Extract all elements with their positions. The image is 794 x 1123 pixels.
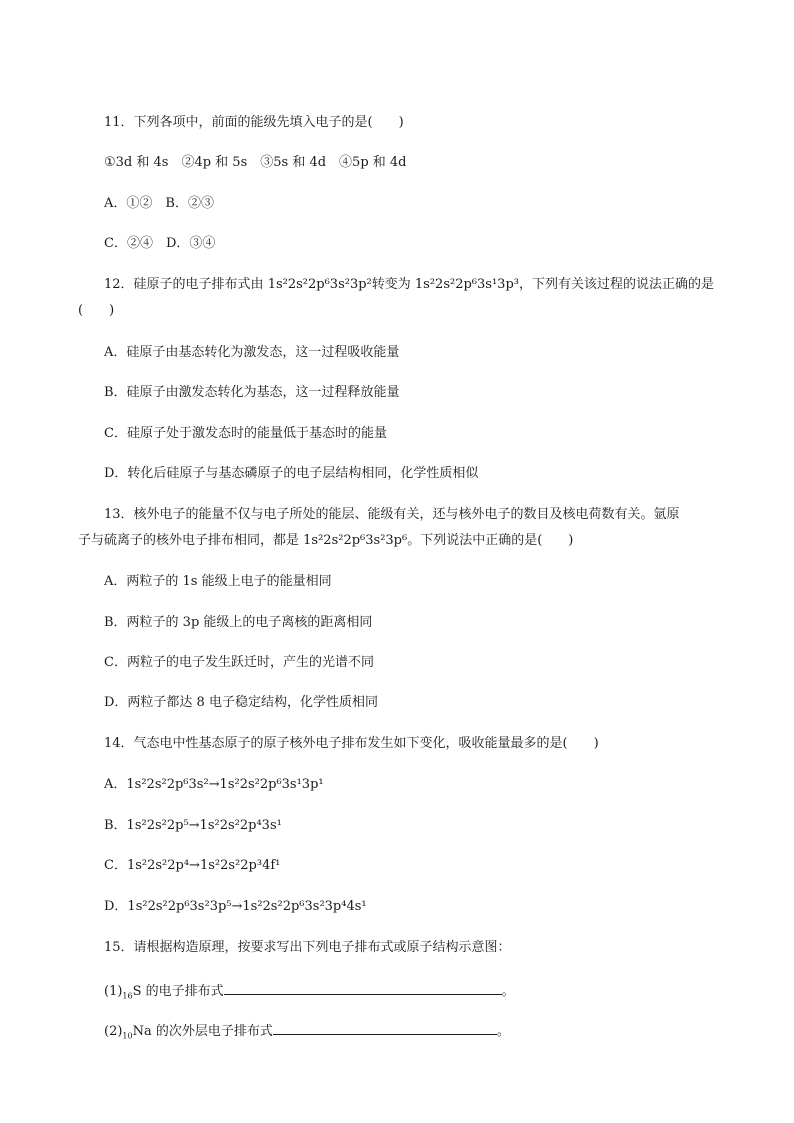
q14-stem: 14．气态电中性基态原子的原子核外电子排布发生如下变化，吸收能量最多的是( ) xyxy=(104,736,599,751)
q12-stem-mid: 转变为 xyxy=(371,277,415,292)
q14-option-d: D．1s²2s²2p⁶3s²3p⁵→1s²2s²2p⁶3s²3p⁴4s¹ xyxy=(104,899,367,914)
q13-stem-line2 xyxy=(78,532,573,550)
q12-config-to: 1s²2s²2p⁶3s¹3p³ xyxy=(414,277,519,292)
q15-p2-prefix: (2) xyxy=(104,1024,123,1039)
q14-option-c: C．1s²2s²2p⁴→1s²2s²2p³4f¹ xyxy=(104,858,281,873)
q12-option-a: A．硅原子由基态转化为激发态，这一过程吸收能量 xyxy=(104,345,400,360)
q11-items: ①3d 和 4s ②4p 和 5s ③5s 和 4d ④5p 和 4d xyxy=(104,155,407,170)
q12-option-d: D．转化后硅原子与基态磷原子的电子层结构相同，化学性质相似 xyxy=(104,466,479,481)
q15-p1-answer-blank[interactable] xyxy=(224,980,502,995)
q13-config: 1s²2s²2p⁶3s²3p⁶ xyxy=(303,533,408,548)
q13-option-b: B．两粒子的 3p 能级上的电子离核的距离相同 xyxy=(104,615,373,630)
q13-option-c: C．两粒子的电子发生跃迁时，产生的光谱不同 xyxy=(104,655,374,670)
q15-p1-text: 的电子排布式 xyxy=(141,984,224,999)
q15-stem: 15．请根据构造原理，按要求写出下列电子排布式或原子结构示意图： xyxy=(104,940,511,955)
q15-p1-atomic-number: 16 xyxy=(122,991,133,1001)
q12-stem-continuation: ( ) xyxy=(78,303,115,318)
q13-option-a: A．两粒子的 1s 能级上电子的能量相同 xyxy=(104,574,332,589)
q12-option-c: C．硅原子处于激发态时的能量低于基态时的能量 xyxy=(104,426,387,441)
q13-stem2-suffix: 。下列说法中正确的是( ) xyxy=(407,533,574,548)
q15-p2-answer-blank[interactable] xyxy=(273,1020,497,1035)
q12-stem-suffix: ，下列有关该过程的说法正确的是 xyxy=(518,277,714,292)
q15-p2-text: 的次外层电子排布式 xyxy=(151,1024,273,1039)
q15-part2 xyxy=(104,1020,510,1041)
q15-p2-element: Na xyxy=(132,1024,152,1039)
q15-p1-prefix: (1) xyxy=(104,984,123,999)
q15-p1-element: S xyxy=(132,984,142,999)
q13-stem-line1: 13．核外电子的能量不仅与电子所处的能层、能级有关，还与核外电子的数目及核电荷数有关。氩原 xyxy=(104,507,680,522)
q13-option-d: D．两粒子都达 8 电子稳定结构，化学性质相同 xyxy=(104,695,378,710)
q11-option-c-d: C．②④ D．③④ xyxy=(104,236,216,251)
q12-stem-prefix: 12．硅原子的电子排布式由 xyxy=(104,277,268,292)
q15-part1 xyxy=(104,980,515,1001)
q15-p1-end: 。 xyxy=(501,984,515,999)
q12-stem xyxy=(104,276,714,294)
q14-option-b: B．1s²2s²2p⁵→1s²2s²2p⁴3s¹ xyxy=(104,818,282,833)
q13-stem2-prefix: 子与硫离子的核外电子排布相同，都是 xyxy=(78,533,304,548)
q11-option-a-b: A．①② B．②③ xyxy=(104,196,214,211)
q15-p2-end: 。 xyxy=(496,1024,510,1039)
q12-config-from: 1s²2s²2p⁶3s²3p² xyxy=(267,277,372,292)
q12-option-b: B．硅原子由激发态转化为基态，这一过程释放能量 xyxy=(104,385,400,400)
q15-p2-atomic-number: 10 xyxy=(122,1031,133,1041)
q14-option-a: A．1s²2s²2p⁶3s²→1s²2s²2p⁶3s¹3p¹ xyxy=(104,777,324,792)
q11-stem: 11．下列各项中，前面的能级先填入电子的是( ) xyxy=(104,115,404,130)
